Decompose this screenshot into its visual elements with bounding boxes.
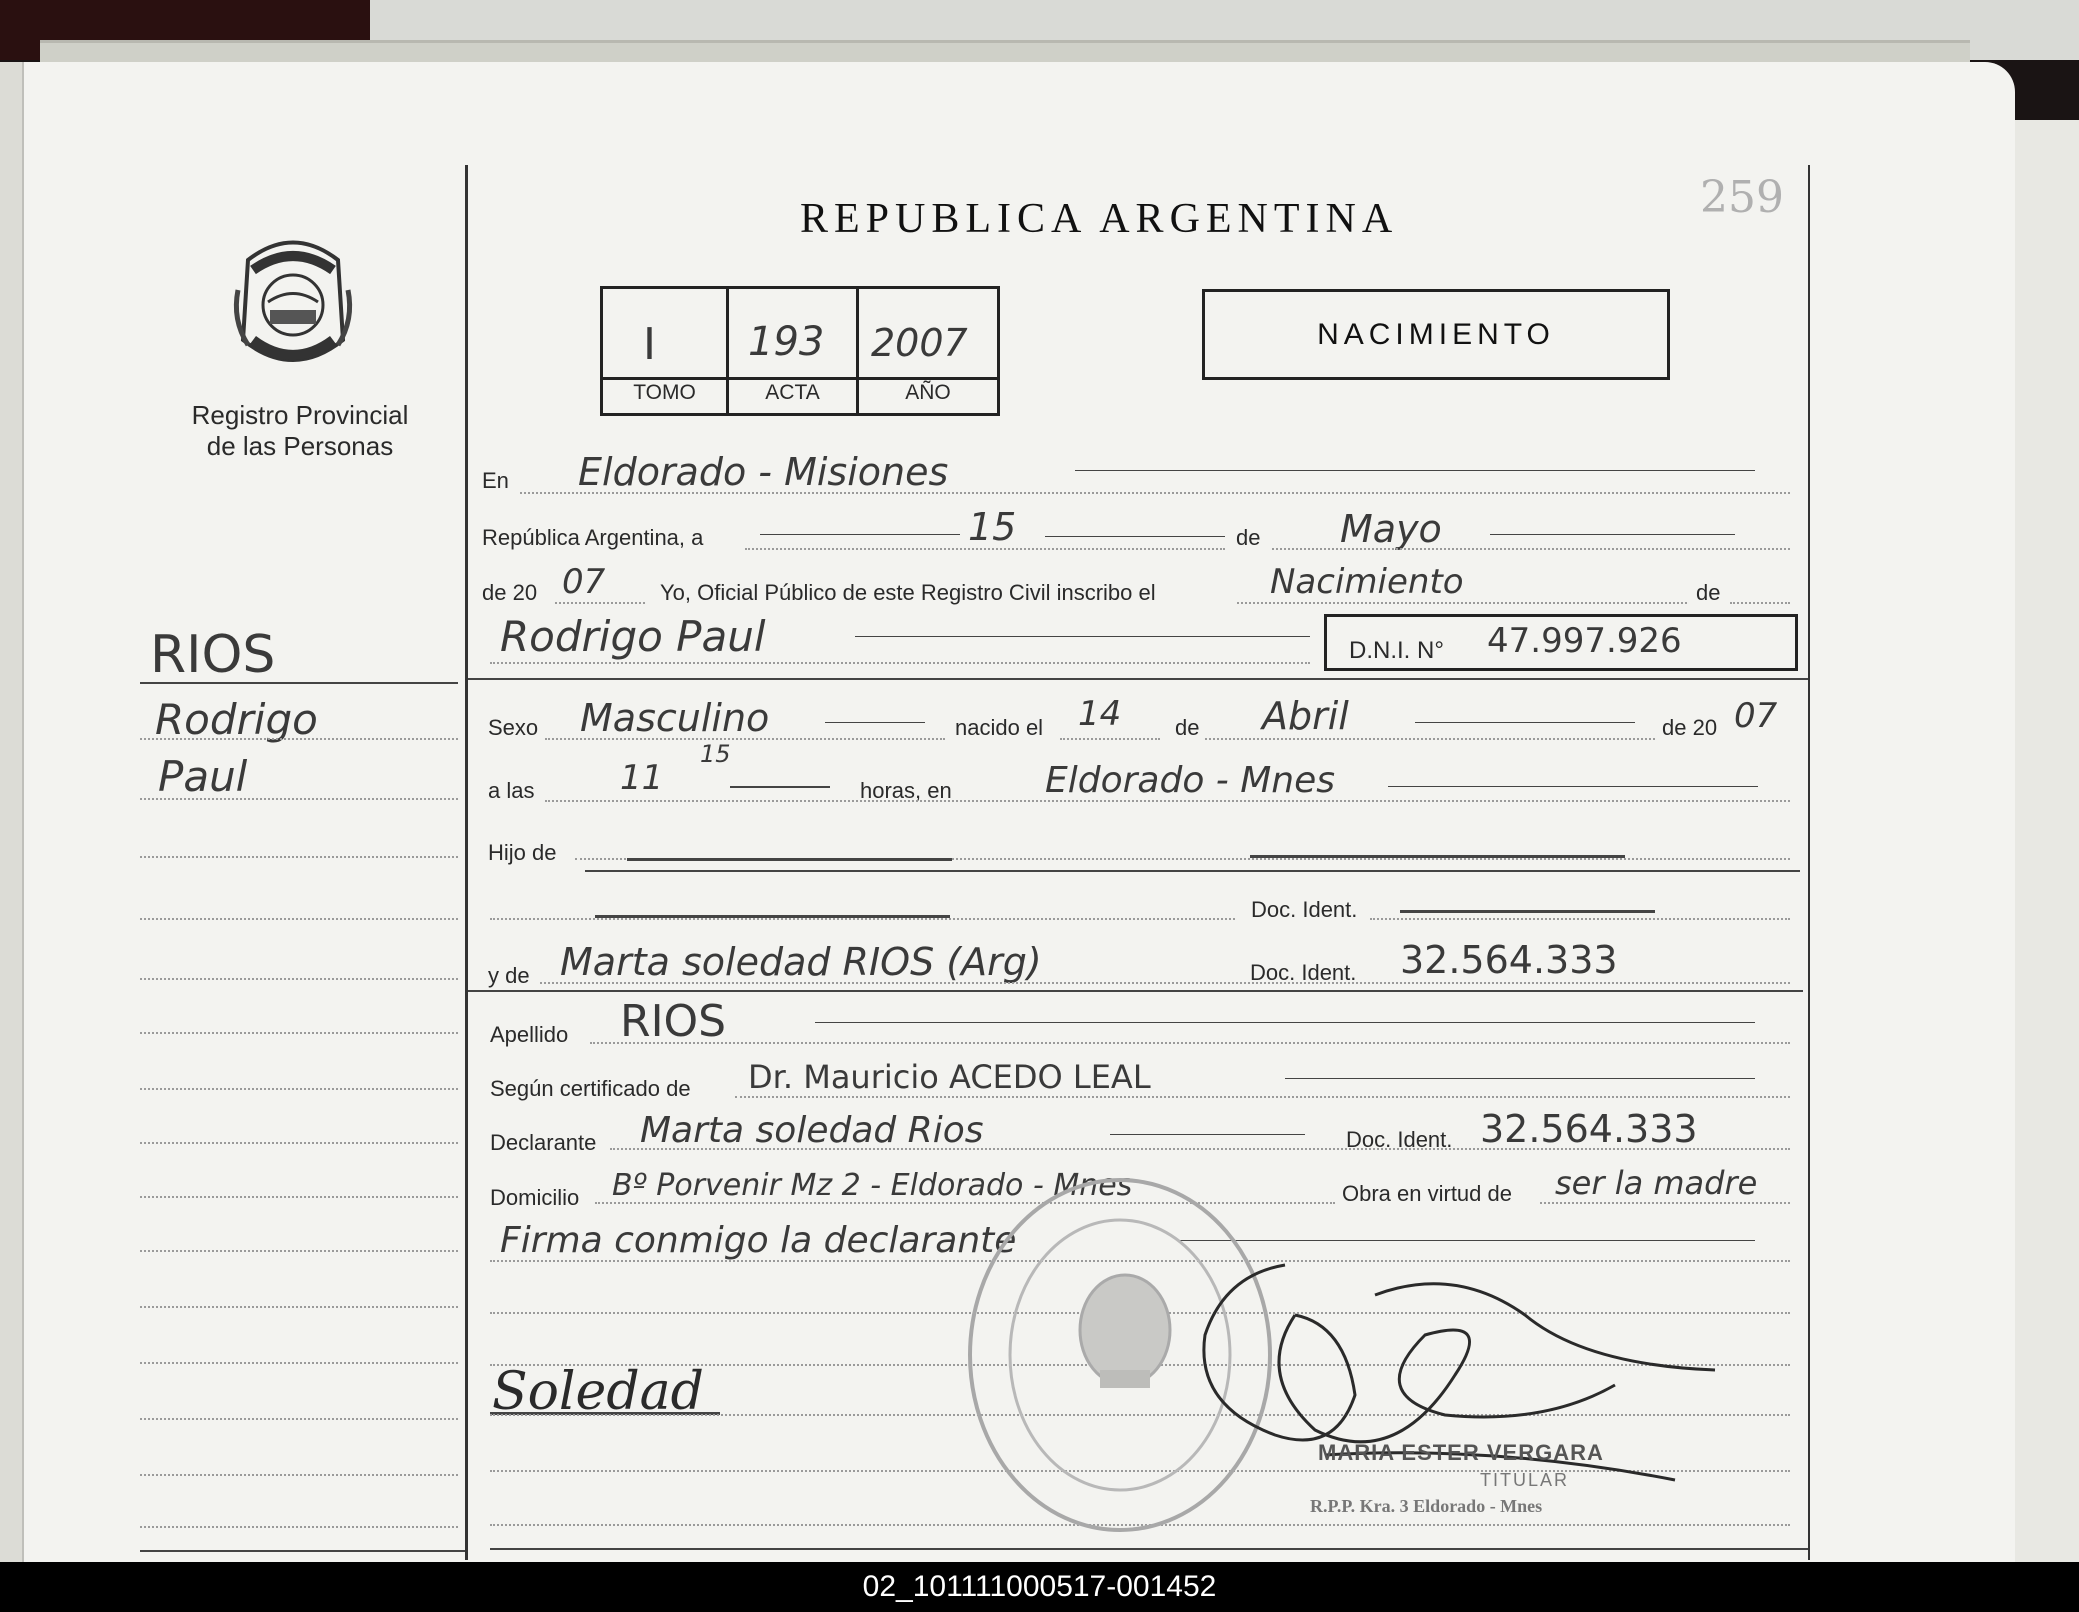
madre-doc: 32.564.333: [1400, 938, 1618, 982]
margin-name-2: Paul: [158, 752, 248, 801]
alas-label: a las: [488, 778, 535, 803]
registry-line-1: Registro Provincial: [191, 400, 409, 430]
month-value: Mayo: [1340, 507, 1442, 551]
declarante-value: Marta soledad Rios: [640, 1110, 984, 1151]
page-spine: [0, 62, 24, 1562]
year2-prefix: de 20: [1662, 715, 1718, 740]
tomo-label: TOMO: [633, 381, 696, 404]
margin-surname: RIOS: [150, 625, 276, 685]
anio-value: 2007: [871, 321, 968, 365]
obra-label: Obra en virtud de: [1342, 1181, 1512, 1206]
hora-value: 11: [620, 758, 664, 798]
de-label: de: [1236, 525, 1261, 550]
image-caption: 02_101111000517-001452: [862, 1570, 1217, 1603]
lugar-value: Eldorado - Mnes: [1045, 760, 1336, 801]
record-type: NACIMIENTO: [1317, 317, 1555, 351]
declarante-label: Declarante: [490, 1130, 597, 1155]
acta-label: ACTA: [765, 381, 820, 404]
madre-value: Marta soledad RIOS (Arg): [560, 940, 1042, 984]
nacido-day: 14: [1078, 694, 1122, 734]
margin-divider: [465, 165, 468, 1560]
document-title: REPUBLICA ARGENTINA: [800, 196, 1399, 242]
stamp-office: R.P.P. Kra. 3 Eldorado - Mnes: [1310, 1496, 1543, 1516]
domicilio-label: Domicilio: [490, 1185, 580, 1210]
record-type-box: [1202, 289, 1670, 380]
official-text: Yo, Oficial Público de este Registro Civil inscribo el: [660, 580, 1156, 605]
page-stack-edge: [2015, 120, 2079, 1562]
apellido-value: RIOS: [620, 996, 727, 1047]
nacido-label: nacido el: [955, 715, 1044, 740]
margin-name-1: Rodrigo: [155, 695, 318, 744]
domicilio-value: Bº Porvenir Mz 2 - Eldorado - Mnes: [612, 1168, 1133, 1203]
registry-line-2: de las Personas: [206, 431, 394, 461]
dni-box: [1324, 614, 1798, 671]
child-name: Rodrigo Paul: [500, 612, 766, 661]
minutos-value: 15: [700, 740, 731, 768]
doc-ident-2-label: Doc. Ident.: [1250, 960, 1357, 985]
stamp-name: MARIA ESTER VERGARA: [1318, 1440, 1604, 1465]
yde-label: y de: [488, 963, 530, 988]
inscribo-value: Nacimiento: [1270, 562, 1464, 602]
declarante-doc: 32.564.333: [1480, 1107, 1698, 1151]
day-value: 15: [968, 505, 1017, 549]
margin-surname-line: [140, 682, 458, 684]
apellido-label: Apellido: [490, 1022, 569, 1047]
year-prefix: de 20: [482, 580, 538, 605]
nacido-month: Abril: [1262, 694, 1349, 738]
hijo-label: Hijo de: [488, 840, 557, 865]
right-border: [1808, 165, 1810, 1560]
republica-label: República Argentina, a: [482, 525, 704, 550]
doc-ident-3-label: Doc. Ident.: [1346, 1127, 1453, 1152]
dni-value: 47.997.926: [1487, 621, 1682, 661]
tomo-value: I: [643, 319, 656, 370]
page-number: 259: [1700, 172, 1784, 223]
stamp-role: TITULAR: [1480, 1470, 1570, 1490]
doc-ident-1-label: Doc. Ident.: [1251, 897, 1358, 922]
horas-label: horas, en: [860, 778, 952, 803]
sexo-label: Sexo: [488, 715, 539, 740]
year-value: 07: [562, 562, 606, 602]
year2-value: 07: [1734, 696, 1778, 736]
en-label: En: [482, 468, 509, 493]
certificado-label: Según certificado de: [490, 1076, 691, 1101]
acta-value: 193: [748, 319, 825, 365]
obra-value: ser la madre: [1555, 1164, 1758, 1202]
de2-label: de: [1696, 580, 1721, 605]
dni-label: D.N.I. N°: [1349, 637, 1444, 664]
de3-label: de: [1175, 715, 1200, 740]
record-number-box: [600, 286, 1000, 416]
en-value: Eldorado - Misiones: [578, 450, 949, 494]
anio-label: AÑO: [905, 381, 951, 404]
misiones-seal-icon: [228, 230, 358, 375]
certificado-value: Dr. Mauricio ACEDO LEAL: [748, 1058, 1151, 1096]
registry-name: [150, 400, 450, 462]
sexo-value: Masculino: [580, 696, 770, 740]
margin-signature: Soledad: [492, 1362, 704, 1422]
firma-value: Firma conmigo la declarante: [500, 1220, 1017, 1261]
